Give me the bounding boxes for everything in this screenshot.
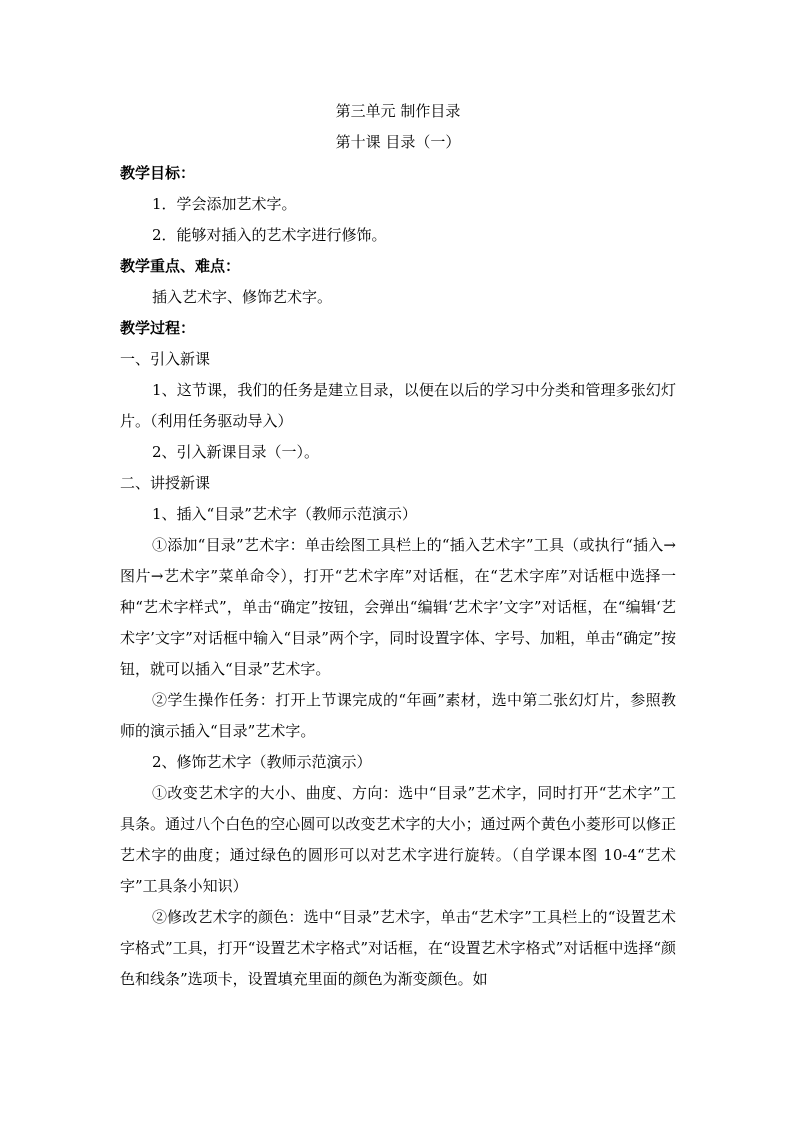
unit-title: 第三单元 制作目录 [335, 102, 461, 120]
part2-heading: 二、讲授新课 [120, 474, 211, 492]
part2-section2-paragraph-2: ②修改艺术字的颜色：选中“目录”艺术字，单击“艺术字”工具栏上的“设置艺术字格式”工具，打开“设置艺术字格式”对话框，在“设置艺术字格式”对话框中选择“颜色和线条”选项卡，设置填充里面的颜色为渐变颜色。如 [120, 908, 677, 988]
part2-section1-heading: 1、插入“目录”艺术字（教师示范演示） [152, 505, 417, 523]
part1-paragraph-1: 1、这节课，我们的任务是建立目录，以便在以后的学习中分类和管理多张幻灯片。（利用任务驱动导入） [120, 381, 676, 430]
part2-section2-heading: 2、修饰艺术字（教师示范演示） [152, 753, 372, 771]
goal-item: 2．能够对插入的艺术字进行修饰。 [152, 226, 387, 244]
part1-heading: 一、引入新课 [120, 350, 211, 368]
goal-item: 1．学会添加艺术字。 [152, 195, 297, 213]
lesson-title: 第十课 目录（一） [335, 133, 461, 151]
key-points-text: 插入艺术字、修饰艺术字。 [152, 288, 333, 306]
document-page [120, 96, 676, 995]
goals-heading: 教学目标： [120, 164, 196, 182]
process-heading: 教学过程： [120, 319, 196, 337]
part2-section1-paragraph-2: ②学生操作任务：打开上节课完成的“年画”素材，选中第二张幻灯片，参照教师的演示插入“目录”艺术字。 [120, 691, 676, 740]
part2-section1-paragraph-1: ①添加“目录”艺术字：单击绘图工具栏上的“插入艺术字”工具（或执行“插入→图片→艺术字”菜单命令），打开“艺术字库”对话框，在“艺术字库”对话框中选择一种“艺术字样式”，单击“确定”按钮，会弹出“编辑‘艺术字’文字”对话框，在“编辑‘艺术字’文字”对话框中输入“目录”两个字，同时设置字体、字号、加粗，单击“确定”按钮，就可以插入“目录”艺术字。 [120, 536, 676, 678]
part2-section2-paragraph-1: ①改变艺术字的大小、曲度、方向：选中“目录”艺术字，同时打开“艺术字”工具条。通过八个白色的空心圆可以改变艺术字的大小；通过两个黄色小菱形可以修正艺术字的曲度；通过绿色的圆形可以对艺术字进行旋转。（自学课本图 10-4“艺术字”工具条小知识） [120, 784, 676, 895]
key-points-heading: 教学重点、难点： [120, 257, 241, 275]
part1-paragraph-2: 2、引入新课目录（一）。 [152, 443, 320, 461]
